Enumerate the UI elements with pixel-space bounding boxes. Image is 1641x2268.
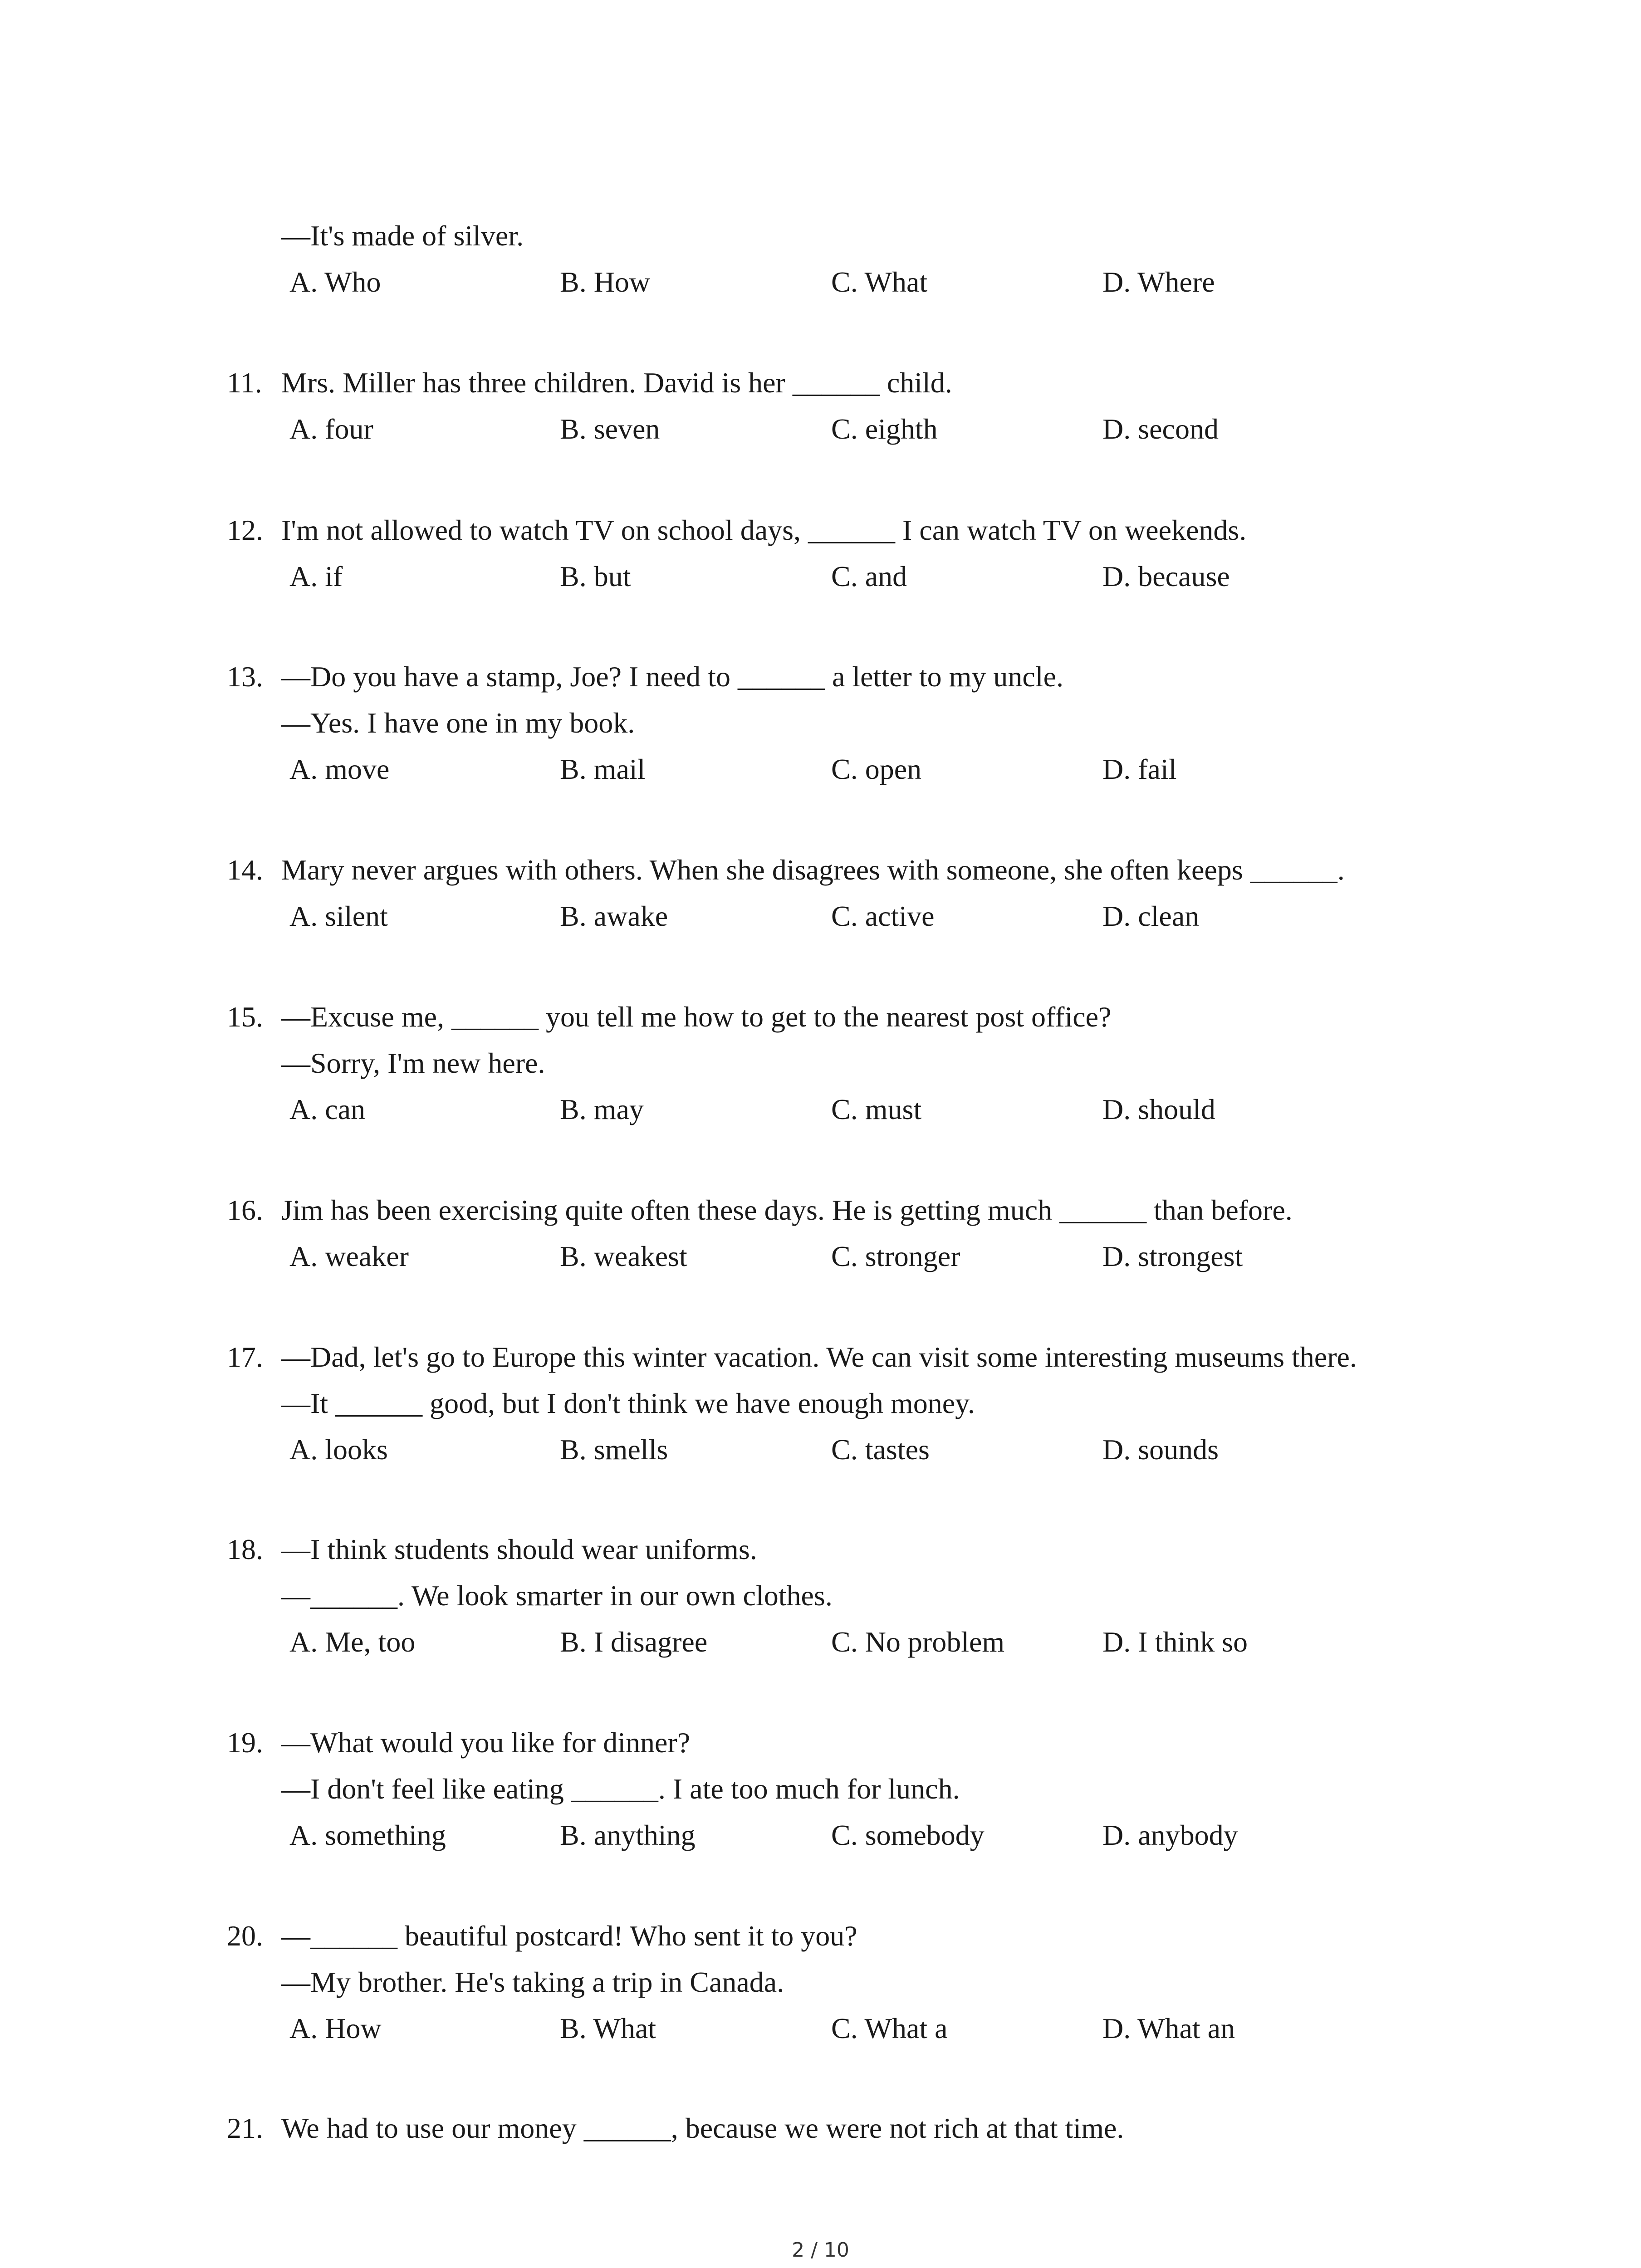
option-b: B. anything [560, 1819, 696, 1851]
question-number: 12. [227, 514, 263, 546]
option-c: C. stronger [831, 1240, 960, 1272]
option-c: C. No problem [831, 1626, 1005, 1658]
question-number: 11. [227, 367, 262, 399]
option-b: B. but [560, 560, 631, 592]
option-c: C. somebody [831, 1819, 985, 1851]
option-b: B. mail [560, 753, 646, 785]
option-d: D. because [1102, 560, 1230, 592]
question-text: —What would you like for dinner? [281, 1726, 691, 1759]
option-b: B. I disagree [560, 1626, 708, 1658]
question-text: —Do you have a stamp, Joe? I need to ______ a letter to my uncle. [281, 660, 1063, 693]
question-number: 18. [227, 1533, 263, 1565]
answer-line: —It ______ good, but I don't think we have enough money. [281, 1387, 975, 1419]
question-number: 14. [227, 854, 263, 886]
question-text: I'm not allowed to watch TV on school days, ______ I can watch TV on weekends. [281, 514, 1247, 546]
option-c: C. active [831, 900, 935, 932]
option-d: D. clean [1102, 900, 1200, 932]
option-b: B. awake [560, 900, 668, 932]
option-d: D. sounds [1102, 1433, 1219, 1466]
option-d: D. strongest [1102, 1240, 1243, 1272]
option-c: C. tastes [831, 1433, 930, 1466]
answer-line: —Yes. I have one in my book. [281, 707, 635, 739]
intro-answer-line: —It's made of silver. [281, 220, 524, 252]
option-c: C. eighth [831, 413, 938, 445]
option-d: D. I think so [1102, 1626, 1248, 1658]
answer-line: —Sorry, I'm new here. [281, 1047, 545, 1079]
question-number: 13. [227, 660, 263, 693]
option-a: A. if [289, 560, 343, 592]
answer-line: —My brother. He's taking a trip in Canada. [281, 1966, 784, 1998]
option-d: D. anybody [1102, 1819, 1238, 1851]
answer-line: —______. We look smarter in our own clothes. [281, 1579, 833, 1612]
question-number: 16. [227, 1194, 263, 1226]
page-number: 2 / 10 [792, 2239, 849, 2262]
option-b: B. seven [560, 413, 660, 445]
question-number: 17. [227, 1341, 263, 1373]
question-text: Jim has been exercising quite often these days. He is getting much ______ than before. [281, 1194, 1293, 1226]
question-number: 15. [227, 1001, 263, 1033]
question-number: 21. [227, 2112, 263, 2144]
option-b: B. What [560, 2012, 656, 2044]
option-a: A. Me, too [289, 1626, 416, 1658]
question-text: We had to use our money ______, because we were not rich at that time. [281, 2112, 1124, 2144]
option-a: A. silent [289, 900, 388, 932]
option-c: C. and [831, 560, 907, 592]
option-b: B. may [560, 1093, 644, 1125]
option-b: B. smells [560, 1433, 668, 1466]
option-a: A. weaker [289, 1240, 409, 1272]
option-c: C. must [831, 1093, 922, 1125]
question-text: —Dad, let's go to Europe this winter vacation. We can visit some interesting museums there. [281, 1341, 1357, 1373]
question-number: 19. [227, 1726, 263, 1759]
option-d: D. second [1102, 413, 1219, 445]
option-b: B. weakest [560, 1240, 687, 1272]
option-c: C. open [831, 753, 922, 785]
option-a: A. something [289, 1819, 446, 1851]
intro-option-c: C. What [831, 266, 928, 298]
question-text: —______ beautiful postcard! Who sent it to you? [281, 1920, 857, 1952]
question-text: Mary never argues with others. When she disagrees with someone, she often keeps ______. [281, 854, 1345, 886]
intro-option-a: A. Who [289, 266, 381, 298]
option-d: D. What an [1102, 2012, 1235, 2044]
option-a: A. four [289, 413, 373, 445]
option-c: C. What a [831, 2012, 948, 2044]
intro-option-d: D. Where [1102, 266, 1215, 298]
option-a: A. How [289, 2012, 382, 2044]
question-text: —Excuse me, ______ you tell me how to get to the nearest post office? [281, 1001, 1112, 1033]
option-a: A. move [289, 753, 390, 785]
question-number: 20. [227, 1920, 263, 1952]
option-d: D. fail [1102, 753, 1177, 785]
question-text: Mrs. Miller has three children. David is her ______ child. [281, 367, 952, 399]
option-a: A. looks [289, 1433, 388, 1466]
answer-line: —I don't feel like eating ______. I ate too much for lunch. [281, 1773, 960, 1805]
question-text: —I think students should wear uniforms. [281, 1533, 757, 1565]
option-a: A. can [289, 1093, 366, 1125]
intro-option-b: B. How [560, 266, 651, 298]
option-d: D. should [1102, 1093, 1215, 1125]
